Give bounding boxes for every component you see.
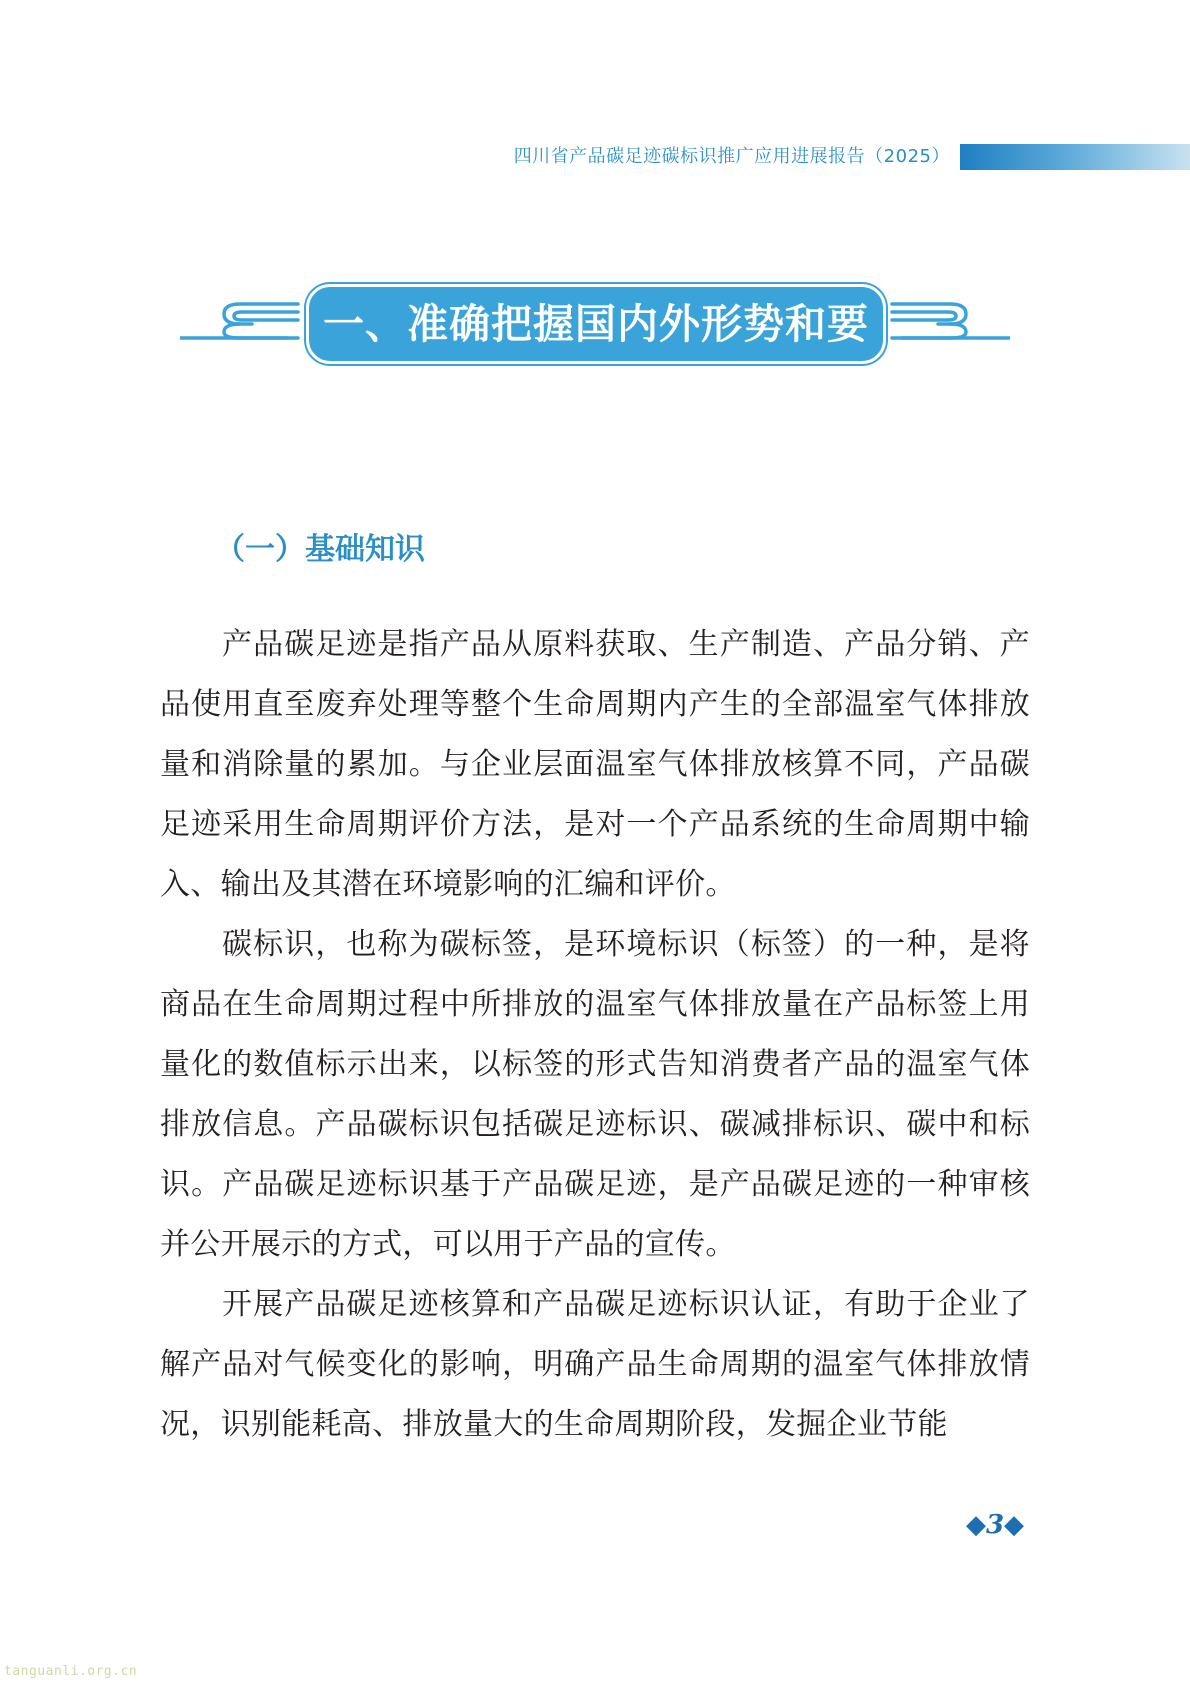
section-title: （一）基础知识: [215, 532, 425, 567]
paragraph: 产品碳足迹是指产品从原料获取、生产制造、产品分销、产品使用直至废弃处理等整个生命周期内产生的全部温室气体排放量和消除量的累加。与企业层面温室气体排放核算不同，产品碳足迹采用生命周期评价方法，是对一个产品系统的生命周期中输入、输出及其潜在环境影响的汇编和评价。: [160, 627, 1030, 902]
chapter-title: 一、准确把握国内外形势和要求: [323, 300, 869, 428]
running-head: 四川省产品碳足迹碳标识推广应用进展报告（2025）: [513, 146, 950, 167]
chapter-banner: [180, 284, 1010, 428]
body-text: [160, 615, 1030, 1455]
page-number: ◆3◆: [965, 1510, 1025, 1540]
paragraph: 碳标识，也称为碳标签，是环境标识（标签）的一种，是将商品在生命周期过程中所排放的温室气体排放量在产品标签上用量化的数值标示出来，以标签的形式告知消费者产品的温室气体排放信息。产品碳标识包括碳足迹标识、碳减排标识、碳中和标识。产品碳足迹标识基于产品碳足迹，是产品碳足迹的一种审核并公开展示的方式，可以用于产品的宣传。: [160, 927, 1030, 1262]
running-head-bar: [960, 144, 1190, 170]
paragraph: 开展产品碳足迹核算和产品碳足迹标识认证，有助于企业了解产品对气候变化的影响，明确产品生命周期的温室气体排放情况，识别能耗高、排放量大的生命周期阶段，发掘企业节能: [160, 1287, 1030, 1442]
watermark: tanguanli.org.cn: [4, 1664, 138, 1679]
